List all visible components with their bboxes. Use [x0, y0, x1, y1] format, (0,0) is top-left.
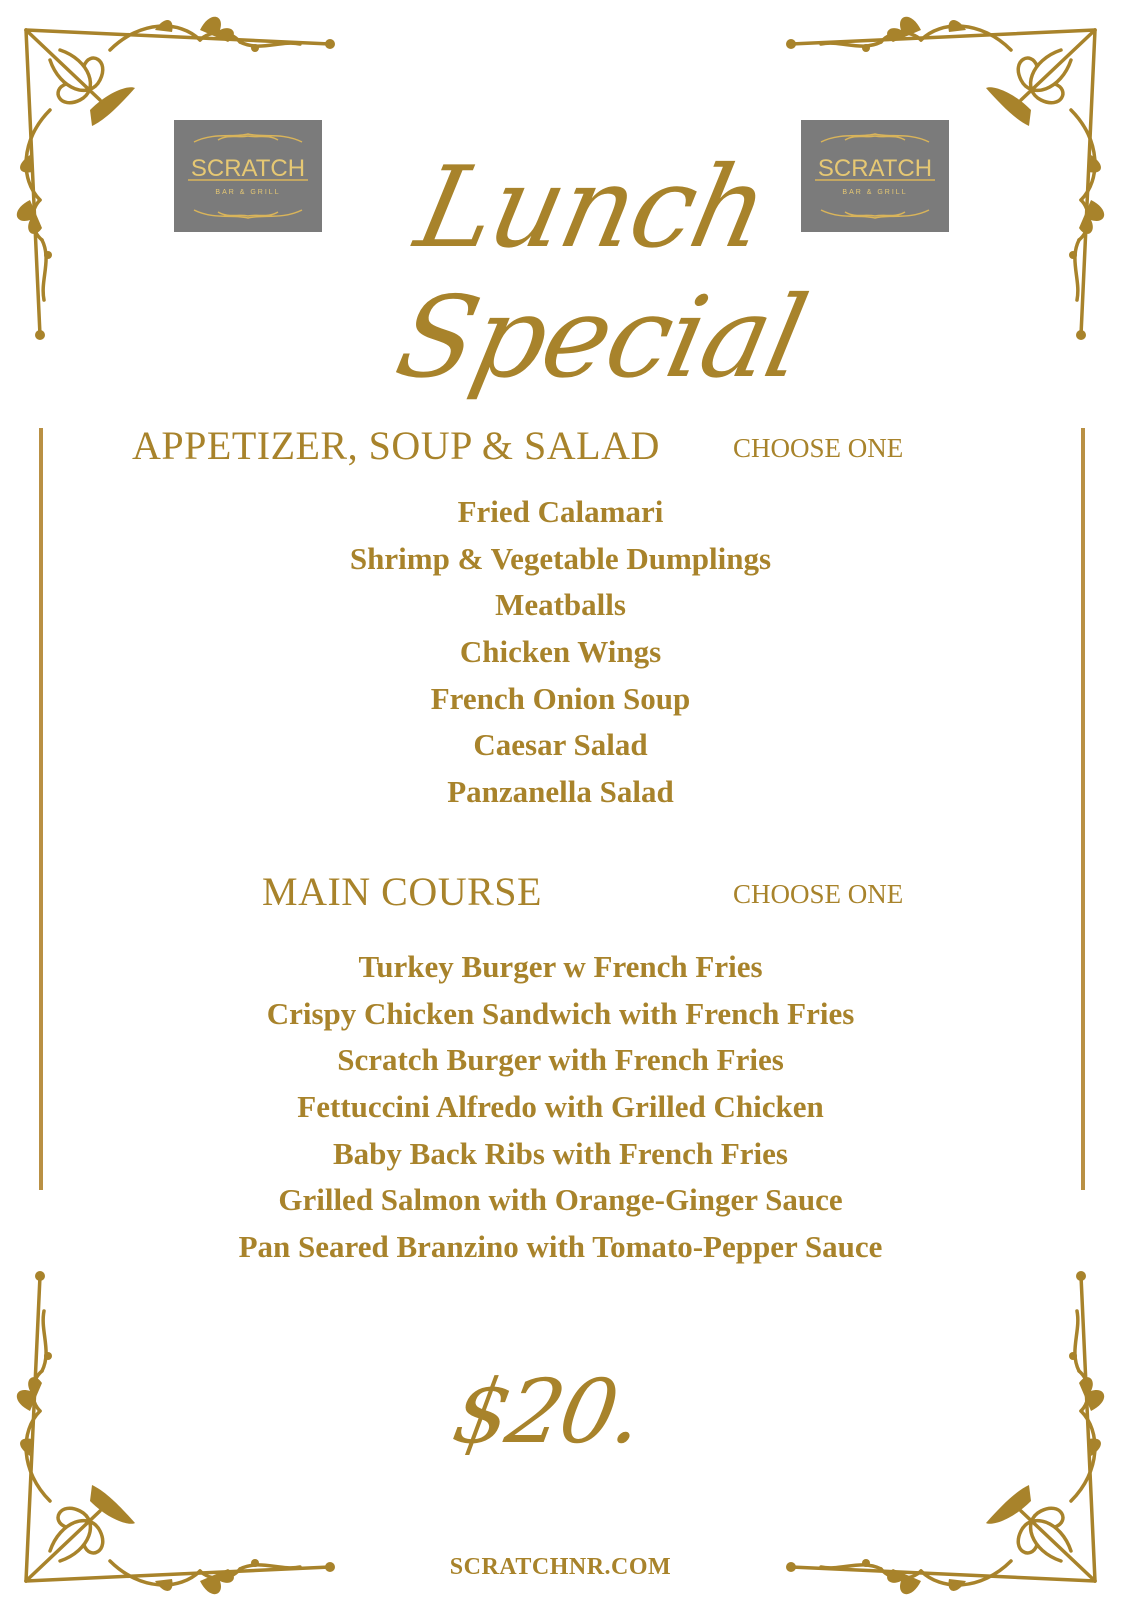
menu-item: Fettuccini Alfredo with Grilled Chicken [297, 1089, 824, 1125]
appetizer-choose-label: CHOOSE ONE [733, 433, 904, 463]
main-course-section-heading: MAIN COURSE [262, 869, 542, 914]
menu-item: Scratch Burger with French Fries [337, 1042, 784, 1078]
logo-subtitle: BAR & GRILL [842, 189, 908, 196]
menu-item: Chicken Wings [459, 634, 662, 670]
logo-name: SCRATCH [817, 155, 933, 182]
website-link[interactable]: SCRATCHNR.COM [449, 1554, 672, 1580]
main-course-choose-label: CHOOSE ONE [733, 879, 904, 909]
menu-item: Grilled Salmon with Orange-Ginger Sauce [278, 1182, 843, 1218]
menu-item: Baby Back Ribs with French Fries [333, 1135, 788, 1171]
logo-subtitle: BAR & GRILL [215, 189, 281, 196]
menu-item: Crispy Chicken Sandwich with French Fries [266, 995, 855, 1031]
page-title-line-1: Lunch [406, 143, 778, 273]
menu-item: Pan Seared Branzino with Tomato-Pepper Sauce [238, 1229, 883, 1265]
menu-item: Panzanella Salad [447, 774, 674, 810]
menu-item: Fried Calamari [457, 494, 664, 529]
logo-name: SCRATCH [190, 155, 306, 182]
menu-item: Meatballs [495, 587, 626, 623]
menu-item: French Onion Soup [430, 680, 691, 716]
scratch-logo [174, 120, 322, 232]
appetizer-list [0, 489, 1121, 816]
appetizer-section-heading: APPETIZER, SOUP & SALAD [132, 423, 660, 468]
menu-item: Turkey Burger w French Fries [358, 949, 763, 984]
menu-item: Shrimp & Vegetable Dumplings [349, 540, 772, 576]
price: $20. [445, 1360, 649, 1463]
scratch-logo [801, 120, 949, 232]
main-course-list [0, 944, 1121, 1271]
page-title-line-2: Special [386, 273, 816, 403]
menu-item: Caesar Salad [473, 727, 648, 763]
